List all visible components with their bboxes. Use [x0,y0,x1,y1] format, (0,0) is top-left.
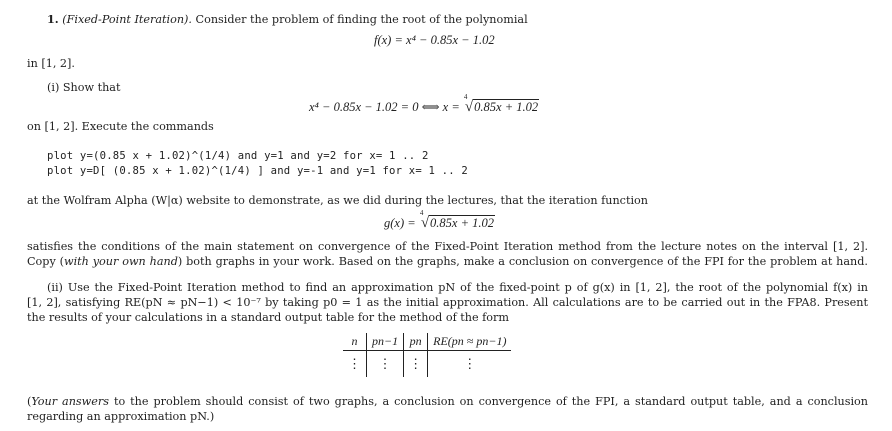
wolfram-line: at the Wolfram Alpha (W|α) website to demonstrate, as we did during the lectures, that the iteration function [27,194,648,207]
copy-prefix: Copy ( [27,255,65,268]
col-n: n [343,333,367,351]
fourth-root [463,93,539,116]
command-2: plot y=D[ (0.85 x + 1.02)^(1/4) ] and y=-1 and y=1 for x= 1 .. 2 [47,165,468,177]
note-line-2: regarding an approximation pN.) [27,410,215,423]
g-root-index: 4 [419,209,424,217]
commands-line: on [1, 2]. Execute the commands [27,120,214,133]
equiv-rhs-prefix: x = [442,100,460,114]
g-fourth-root [419,209,495,232]
cell-dots: ⋮ [428,351,512,378]
copy-italic: with your own hand [64,255,178,268]
radical-sign-icon: √ [464,99,474,115]
note-rest: to the problem should consist of two graphs, a conclusion on convergence of the FPI, a standard output table, and a conclusion [108,395,868,408]
problem-title: (Fixed-Point Iteration). [62,13,192,26]
interval-line: in [1, 2]. [27,57,75,70]
g-equation [384,209,495,232]
g-radical-sign-icon: √ [420,215,430,231]
cell-dots: ⋮ [367,351,404,378]
equiv-arrow: ⟺ [421,100,440,114]
cell-dots: ⋮ [348,355,361,371]
note-italic: Your answers [31,395,109,408]
cell-dots: ⋮ [404,351,428,378]
part-ii-line-3: the results of your calculations in a standard output table for the method of the form [27,311,510,324]
polynomial-equation: f(x) = x⁴ − 0.85x − 1.02 [374,33,495,47]
problem-intro: Consider the problem of finding the root of the polynomial [195,13,528,26]
part-i-label: (i) Show that [47,81,121,94]
table-header-row [343,333,511,351]
copy-rest: ) both graphs in your work. Based on the graphs, make a conclusion on convergence of the FPI for the problem at hand. [177,255,868,268]
radicand: 0.85x + 1.02 [474,100,539,114]
col-pn: pn [404,333,428,351]
note-line-1 [27,395,868,408]
equivalence-equation [309,93,539,116]
equiv-lhs: x⁴ − 0.85x − 1.02 = 0 [309,100,419,114]
part-ii-line-1: (ii) Use the Fixed-Point Iteration method to find an approximation pN of the fixed-point p of g(x) in [1, 2], the root of the polynomial f(x) in [47,281,868,294]
g-eq-prefix: g(x) = [384,216,416,230]
satisfies-line: satisfies the conditions of the main statement on convergence of the Fixed-Point Iteration method from the lecture notes on the interval [1, 2]. [27,240,868,253]
problem-header [47,12,528,26]
note-open: ( [27,395,32,408]
output-table [343,333,511,377]
col-pn-1: pn−1 [367,333,404,351]
table-row [343,351,511,378]
problem-number: 1. [47,12,59,26]
command-1: plot y=(0.85 x + 1.02)^(1/4) and y=1 and y=2 for x= 1 .. 2 [47,150,429,162]
col-re: RE(pn ≈ pn−1) [428,333,512,351]
copy-line [27,255,868,268]
root-index: 4 [463,93,468,101]
part-ii-line-2: [1, 2], satisfying RE(pN ≈ pN−1) < 10⁻⁷ by taking p0 = 1 as the initial approximation. All calculations are to be carried out in the FPA8. Present [27,296,868,309]
g-radicand: 0.85x + 1.02 [430,216,495,230]
